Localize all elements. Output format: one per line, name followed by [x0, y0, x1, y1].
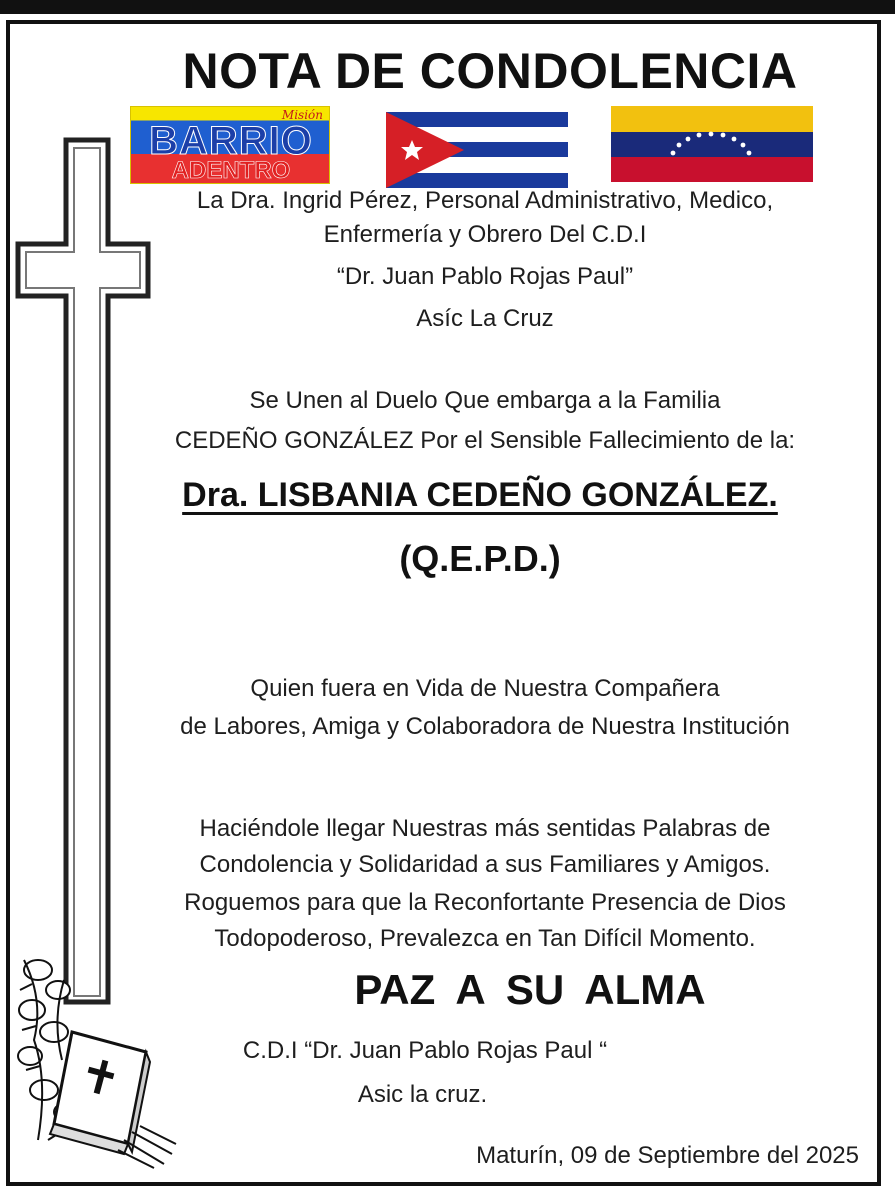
intro-line-1: La Dra. Ingrid Pérez, Personal Administrativo, Medico,	[196, 187, 774, 214]
firma-line-1: C.D.I “Dr. Juan Pablo Rojas Paul “	[242, 1037, 608, 1064]
logo-adentro-text: ADENTRO	[171, 157, 291, 184]
logo-barrio-text: BARRIO	[149, 119, 313, 163]
intro-line-4: Asíc La Cruz	[416, 305, 554, 332]
page-title: NOTA DE CONDOLENCIA	[182, 43, 798, 99]
top-bar	[0, 0, 895, 14]
cuba-flag-icon	[386, 112, 568, 188]
logo-mision-text: Misión	[281, 108, 323, 122]
firma-line-2: Asic la cruz.	[357, 1081, 488, 1108]
intro-line-3: “Dr. Juan Pablo Rojas Paul”	[336, 263, 634, 290]
paz-a-su-alma: PAZ A SU ALMA	[354, 966, 706, 1013]
vida-line-2: de Labores, Amiga y Colaboradora de Nuestra Institución	[180, 713, 790, 740]
vida-line-1: Quien fuera en Vida de Nuestra Compañera	[250, 675, 720, 702]
palabras-line-2: Condolencia y Solidaridad a sus Familiares y Amigos.	[199, 851, 771, 878]
deceased-name: Dra. LISBANIA CEDEÑO GONZÁLEZ.	[182, 476, 778, 514]
palabras-line-1: Haciéndole llegar Nuestras más sentidas Palabras de	[199, 815, 771, 842]
duelo-line-1: Se Unen al Duelo Que embarga a la Familia	[249, 387, 721, 414]
barrio-adentro-logo	[130, 106, 330, 184]
date-place: Maturín, 09 de Septiembre del 2025	[476, 1142, 859, 1169]
palabras-line-3: Roguemos para que la Reconfortante Presencia de Dios	[184, 889, 786, 916]
palabras-line-4: Todopoderoso, Prevalezca en Tan Difícil Momento.	[214, 925, 756, 952]
venezuela-flag-icon	[611, 106, 813, 182]
intro-line-2: Enfermería y Obrero Del C.D.I	[323, 221, 647, 248]
duelo-line-2: CEDEÑO GONZÁLEZ Por el Sensible Fallecimiento de la:	[174, 427, 796, 454]
qepd-text: (Q.E.P.D.)	[399, 538, 561, 579]
